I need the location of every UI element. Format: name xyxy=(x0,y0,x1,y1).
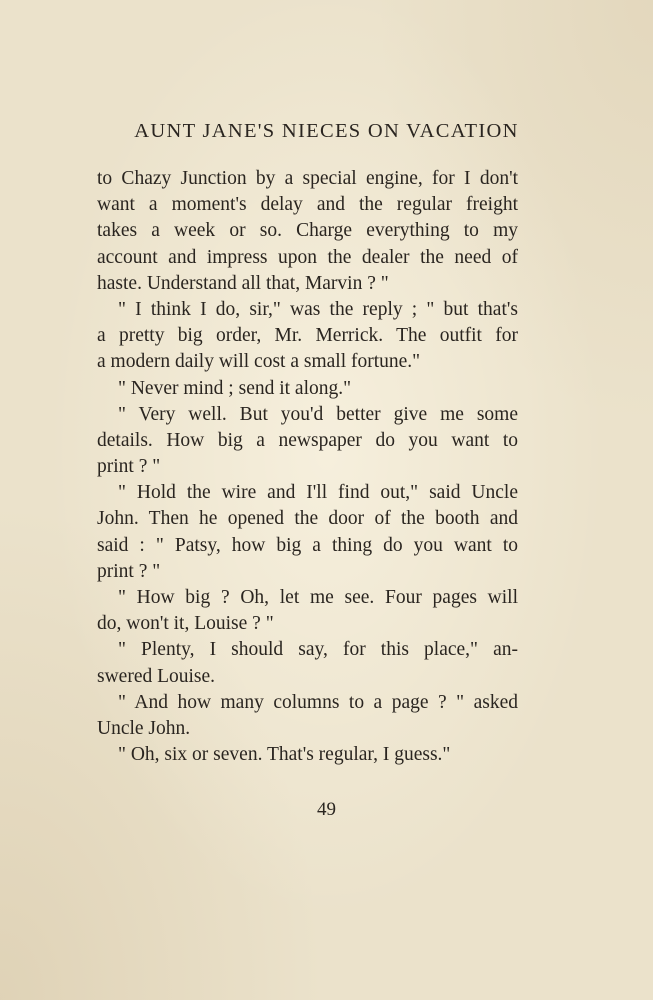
text-line: account and impress upon the dealer the need of xyxy=(97,246,518,268)
text-line: " And how many columns to a page ? " asked xyxy=(118,691,518,713)
text-line: a pretty big order, Mr. Merrick. The outfit for xyxy=(97,325,518,347)
text-line: Uncle John. xyxy=(97,717,191,739)
text-line: " Hold the wire and I'll find out," said Uncle xyxy=(118,482,518,504)
text-line: " Oh, six or seven. That's regular, I guess." xyxy=(118,744,451,766)
text-line: details. How big a newspaper do you want to xyxy=(97,429,518,451)
body-text xyxy=(97,166,518,768)
text-line: takes a week or so. Charge everything to my xyxy=(97,220,518,242)
text-line: want a moment's delay and the regular freight xyxy=(97,194,518,216)
page-number: 49 xyxy=(317,799,336,820)
text-line: print ? " xyxy=(97,456,161,478)
text-line: " I think I do, sir," was the reply ; " but that's xyxy=(118,298,518,320)
text-line: said : " Patsy, how big a thing do you want to xyxy=(97,534,518,556)
text-line: swered Louise. xyxy=(97,665,216,687)
text-line: to Chazy Junction by a special engine, for I don't xyxy=(97,168,518,189)
text-line: do, won't it, Louise ? " xyxy=(97,613,274,635)
text-line: haste. Understand all that, Marvin ? " xyxy=(97,272,389,294)
text-line: " Plenty, I should say, for this place," an- xyxy=(118,639,518,661)
running-head: AUNT JANE'S NIECES ON VACATION xyxy=(134,120,519,142)
text-line: " Very well. But you'd better give me some xyxy=(118,403,518,425)
text-line: " Never mind ; send it along." xyxy=(118,377,352,399)
text-line: " How big ? Oh, let me see. Four pages will xyxy=(118,587,518,608)
text-line: John. Then he opened the door of the booth and xyxy=(97,508,518,530)
text-line: a modern daily will cost a small fortune." xyxy=(97,351,421,373)
text-line: print ? " xyxy=(97,560,161,582)
